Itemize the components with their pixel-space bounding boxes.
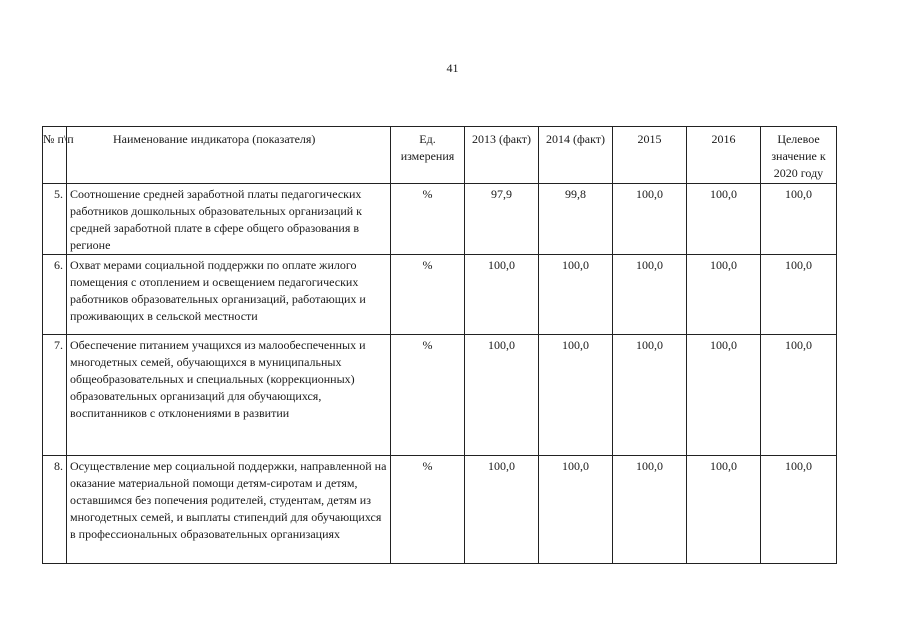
header-unit: Ед. измерения	[391, 127, 465, 184]
value-2014: 100,0	[539, 335, 613, 456]
table-row	[43, 255, 837, 335]
indicator-unit: %	[391, 335, 465, 456]
row-number: 7.	[43, 335, 67, 456]
value-2016: 100,0	[687, 255, 761, 335]
indicator-unit: %	[391, 184, 465, 255]
value-2014: 100,0	[539, 255, 613, 335]
row-number: 5.	[43, 184, 67, 255]
value-2015: 100,0	[613, 335, 687, 456]
table-row	[43, 335, 837, 456]
value-2016: 100,0	[687, 335, 761, 456]
value-2016: 100,0	[687, 184, 761, 255]
indicator-name: Соотношение средней заработной платы педагогических работников дошкольных образовательных организаций к средней заработной плате в сфере общего образования в регионе	[67, 184, 391, 255]
value-target: 100,0	[761, 335, 837, 456]
value-2013: 100,0	[465, 335, 539, 456]
value-2015: 100,0	[613, 184, 687, 255]
value-2016: 100,0	[687, 456, 761, 564]
table-row	[43, 456, 837, 564]
indicators-table	[42, 126, 837, 564]
header-2014: 2014 (факт)	[539, 127, 613, 184]
indicator-unit: %	[391, 456, 465, 564]
header-2016: 2016	[687, 127, 761, 184]
header-name: Наименование индикатора (показателя)	[67, 127, 391, 184]
value-target: 100,0	[761, 184, 837, 255]
value-2014: 99,8	[539, 184, 613, 255]
header-2015: 2015	[613, 127, 687, 184]
value-target: 100,0	[761, 255, 837, 335]
row-number: 6.	[43, 255, 67, 335]
table-header-row	[43, 127, 837, 184]
table-row	[43, 184, 837, 255]
value-2013: 100,0	[465, 456, 539, 564]
indicator-unit: %	[391, 255, 465, 335]
value-2013: 100,0	[465, 255, 539, 335]
value-2015: 100,0	[613, 456, 687, 564]
indicator-name: Обеспечение питанием учащихся из малообеспеченных и многодетных семей, обучающихся в муниципальных общеобразовательных и специальных (коррекционных) образовательных организаций для обучающихся, воспитанников с отклонениями в развитии	[67, 335, 391, 456]
header-2013: 2013 (факт)	[465, 127, 539, 184]
indicator-name: Охват мерами социальной поддержки по оплате жилого помещения с отоплением и освещением педагогических работников образовательных организаций, работающих и проживающих в сельской местности	[67, 255, 391, 335]
page-number: 41	[446, 61, 459, 75]
value-2013: 97,9	[465, 184, 539, 255]
row-number: 8.	[43, 456, 67, 564]
header-target: Целевое значение к 2020 году	[761, 127, 837, 184]
header-num: № п\п	[43, 127, 67, 184]
value-2015: 100,0	[613, 255, 687, 335]
value-target: 100,0	[761, 456, 837, 564]
value-2014: 100,0	[539, 456, 613, 564]
indicator-name: Осуществление мер социальной поддержки, направленной на оказание материальной помощи детям-сиротам и детям, оставшимся без попечения родителей, студентам, детям из многодетных семей, и выплаты стипендий для обучающихся в профессиональных образовательных организациях	[67, 456, 391, 564]
